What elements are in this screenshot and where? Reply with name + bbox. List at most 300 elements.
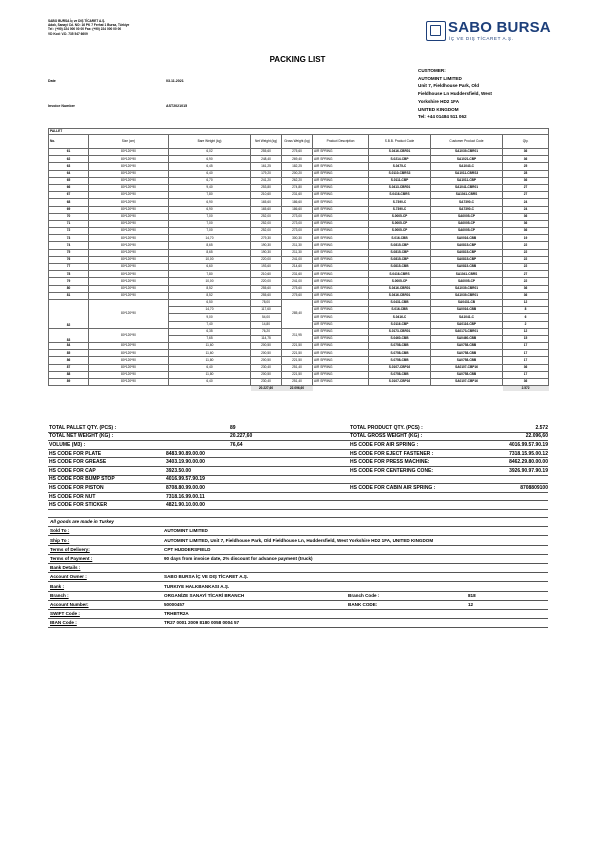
size-cell: 80*120*90 [89, 170, 169, 177]
customer-code-cell: SA0758-CBB [431, 343, 503, 350]
summary-label: HS CODE FOR BUMP STOP [49, 476, 115, 483]
table-row [49, 364, 549, 371]
summary-label: HS CODE FOR PLATE [49, 450, 102, 457]
summary-value: 7318.16.99.00.11 [166, 493, 205, 500]
summary-value: 8708809100 [520, 484, 548, 491]
summary-value: 76,64 [230, 441, 243, 448]
pallet-no: 82 [49, 299, 89, 328]
summary-value: 3403.19.90.00.00 [166, 459, 205, 466]
description-cell: AIR SPRING [313, 170, 369, 177]
description-cell: AIR SPRING [313, 184, 369, 191]
qty-cell: 12 [503, 299, 549, 306]
sbb-code-cell: S.0005-CP [369, 278, 431, 285]
info-row [48, 592, 548, 601]
size-cell: 80*120*90 [89, 220, 169, 227]
customer-code-cell: SA1041-CBRS [431, 271, 503, 278]
summary-value: 22.096,60 [525, 433, 548, 440]
pallet-no: 63 [49, 163, 89, 170]
sbb-code-cell: S.0416-CBRS [369, 271, 431, 278]
info-row [48, 536, 548, 545]
sbb-code-cell: S.0815-CBB [369, 264, 431, 271]
bare-weight-cell: 6,02 [169, 149, 251, 156]
sbb-code-cell: S.016-CBB [369, 235, 431, 242]
col-header: S.B.B. Product Code [369, 135, 431, 149]
qty-cell: 6 [503, 314, 549, 321]
customer-code-cell: SA0815-CBP [431, 256, 503, 263]
qty-cell: 15 [503, 335, 549, 342]
document-title: PACKING LIST [269, 55, 326, 64]
net-weight-cell: 190,30 [251, 249, 282, 256]
customer-code-cell: SA0815-CBP [431, 242, 503, 249]
pallet-no: 72 [49, 228, 89, 235]
bare-weight-cell: 6,70 [169, 177, 251, 184]
table-cell [49, 386, 89, 392]
net-weight-cell: 117,60 [251, 307, 282, 314]
gross-weight-cell: 186,60 [282, 206, 313, 213]
qty-cell: 36 [503, 220, 549, 227]
sbb-code-cell: S.0475-C [369, 163, 431, 170]
invoice-label: Invoice Number [48, 104, 75, 108]
bare-weight-cell: 6,90 [169, 199, 251, 206]
col-header: Qty. [503, 135, 549, 149]
summary-label: TOTAL PRODUCT QTY. (PCS) : [350, 424, 423, 431]
summary-block [48, 424, 548, 510]
sbb-code-cell: S.016-CBB [369, 307, 431, 314]
description-cell: AIR SPRING [313, 213, 369, 220]
size-cell: 80*120*90 [89, 177, 169, 184]
size-cell: 80*120*90 [89, 228, 169, 235]
customer-line: Yorkshire HD2 1FA [418, 98, 460, 104]
description-cell: AIR SPRING [313, 220, 369, 227]
description-cell: AIR SPRING [313, 271, 369, 278]
summary-value: 8483.90.89.00.00 [166, 450, 205, 457]
gross-weight-cell: 251,40 [282, 379, 313, 386]
bare-weight-cell: 7,80 [169, 271, 251, 278]
qty-cell: 17 [503, 371, 549, 378]
info-value: 50000457 [164, 601, 185, 607]
qty-cell: 17 [503, 357, 549, 364]
bare-weight-cell: 11,80 [169, 357, 251, 364]
pallet-no: 76 [49, 256, 89, 263]
table-row [49, 192, 549, 199]
qty-cell: 36 [503, 292, 549, 299]
summary-row [48, 493, 548, 502]
qty-cell: 22 [503, 264, 549, 271]
info-label: Account Owner : [50, 574, 87, 580]
info-label: Bank : [50, 583, 65, 589]
customer-code-cell: SA0016-CBB [431, 235, 503, 242]
info-row [48, 601, 548, 610]
table-body [49, 149, 549, 392]
gross-weight-cell: 186,60 [282, 199, 313, 206]
table-row [49, 170, 549, 177]
packing-table [48, 128, 549, 391]
bare-weight-cell: 7,80 [169, 192, 251, 199]
gross-weight-cell: 221,50 [282, 357, 313, 364]
pallet-no: 86 [49, 357, 89, 364]
net-weight-cell: 114,75 [251, 335, 282, 342]
company-phone: Tel : (+90) 224 000 00 00 Fax: (+90) 224 000 00 00 [48, 27, 122, 32]
net-weight-cell: 54,00 [251, 314, 282, 321]
customer-code-cell: SA0815-CBP [431, 249, 503, 256]
table-row [49, 285, 549, 292]
info-value: ORGANİZE SANAYİ TİCARİ BRANCH [164, 592, 245, 598]
description-cell: AIR SPRING [313, 264, 369, 271]
col-header: Gross Weight (kg) [282, 135, 313, 149]
pallet-no: 78 [49, 271, 89, 278]
logo-name: SABO BURSA [448, 19, 551, 36]
summary-row [48, 441, 548, 450]
description-cell: AIR SPRING [313, 242, 369, 249]
size-cell: 80*120*90 [89, 328, 169, 342]
bare-weight-cell: 6,40 [169, 379, 251, 386]
net-weight-cell: 165,60 [251, 199, 282, 206]
qty-cell: 36 [503, 156, 549, 163]
sbb-code-cell: S.0413-CBR01 [369, 184, 431, 191]
net-weight-cell: 252,00 [251, 213, 282, 220]
col-header: Size (cm) [89, 135, 169, 149]
sbb-code-cell: S.0005-CP [369, 220, 431, 227]
net-weight-cell: 255,60 [251, 285, 282, 292]
sbb-code-cell: S.0416-CBRS [369, 192, 431, 199]
sbb-code-cell: S.0815-CBP [369, 242, 431, 249]
customer-block [418, 67, 558, 121]
info-value: TRHBTR2A [164, 611, 189, 617]
net-weight-cell: 200,50 [251, 350, 282, 357]
table-row [49, 264, 549, 271]
pallet-no: 79 [49, 278, 89, 285]
size-cell: 80*120*90 [89, 206, 169, 213]
info-row [48, 555, 548, 564]
sbb-code-cell: S.0116-CBP [369, 321, 431, 328]
net-total: 20.227,60 [251, 386, 282, 392]
sbb-code-cell: S.0815-CBP [369, 249, 431, 256]
description-cell: AIR SPRING [313, 292, 369, 299]
sbb-code-cell: S.0173-CBR01 [369, 328, 431, 335]
pallet-no: 69 [49, 206, 89, 213]
net-weight-cell: 255,60 [251, 292, 282, 299]
summary-value: 8462.29.80.00.00 [509, 459, 548, 466]
info-label: Terms of Delivery: [50, 546, 90, 552]
net-weight-cell: 76,20 [251, 328, 282, 335]
table-row [49, 249, 549, 256]
summary-label: TOTAL NET WEIGHT (KG) : [49, 433, 114, 440]
size-cell: 80*120*90 [89, 350, 169, 357]
summary-row [48, 501, 548, 510]
qty-cell: 36 [503, 379, 549, 386]
table-row [49, 242, 549, 249]
info-value: 90 days from invoice date, 2% discount for advance payment (truck) [164, 556, 313, 562]
bare-weight-cell: 8,65 [169, 242, 251, 249]
customer-code-cell: SA0005-CP [431, 278, 503, 285]
summary-value: 89 [230, 424, 236, 431]
date-value: 03.11.2021 [166, 79, 184, 83]
description-cell: AIR SPRING [313, 364, 369, 371]
description-cell: AIR SPRING [313, 177, 369, 184]
size-cell: 80*120*90 [89, 213, 169, 220]
summary-label: HS CODE FOR CAP [49, 467, 96, 474]
pallet-no: 88 [49, 371, 89, 378]
pallet-no: 70 [49, 213, 89, 220]
bare-weight-cell: 10,00 [169, 278, 251, 285]
summary-value: 2.572 [535, 424, 548, 431]
size-cell: 80*120*90 [89, 249, 169, 256]
net-weight-cell: 220,00 [251, 256, 282, 263]
table-row [49, 235, 549, 242]
qty-cell: 27 [503, 184, 549, 191]
info-label: BANK CODE: [348, 601, 378, 607]
table-row [49, 213, 549, 220]
pallet-no: 62 [49, 156, 89, 163]
size-cell: 80*120*90 [89, 357, 169, 364]
description-cell: AIR SPRING [313, 228, 369, 235]
sbb-code-cell: S.0416-CBR01 [369, 285, 431, 292]
qty-cell: 24 [503, 206, 549, 213]
sbb-code-cell: S.0460-CBB [369, 335, 431, 342]
customer-line: Fieldhouse Ln Huddersfield, West [418, 91, 492, 97]
gross-weight-cell: 211,95 [282, 328, 313, 342]
gross-weight-cell: 285,40 [282, 299, 313, 328]
info-label: Bank Details : [50, 565, 81, 571]
bare-weight-cell: 9,00 [169, 314, 251, 321]
pallet-no: 85 [49, 350, 89, 357]
net-weight-cell: 230,40 [251, 364, 282, 371]
bare-weight-cell: 7,00 [169, 220, 251, 227]
info-row [48, 610, 548, 619]
bare-weight-cell: 11,60 [169, 343, 251, 350]
qty-cell: 36 [503, 364, 549, 371]
company-logo [426, 19, 551, 49]
summary-value: 3926.90.97.90.19 [509, 467, 548, 474]
info-label: SWIFT Code : [50, 611, 80, 617]
pallet-no: 73 [49, 235, 89, 242]
net-weight-cell: 179,20 [251, 170, 282, 177]
table-row [49, 350, 549, 357]
table-row [49, 343, 549, 350]
customer-code-cell: SA0173-CBR01 [431, 328, 503, 335]
col-header: Bare Weight (kg) [169, 135, 251, 149]
summary-label: HS CODE FOR STICKER [49, 502, 108, 509]
table-row [49, 149, 549, 156]
customer-code-cell: SA1011-CBRS3 [431, 170, 503, 177]
sbb-code-cell: S.0758-CBB [369, 343, 431, 350]
pallet-no: 66 [49, 184, 89, 191]
summary-value: 4016.99.57.90.19 [509, 441, 548, 448]
size-cell: 80*120*90 [89, 285, 169, 292]
info-row [48, 573, 548, 582]
bare-weight-cell: 6,50 [169, 299, 251, 306]
customer-code-cell: SA0005-CP [431, 213, 503, 220]
qty-cell: 36 [503, 228, 549, 235]
gross-weight-cell: 300,30 [282, 235, 313, 242]
customer-code-cell: SA1041-C [431, 314, 503, 321]
pallet-no: 75 [49, 249, 89, 256]
net-weight-cell: 252,00 [251, 228, 282, 235]
size-cell: 80*120*90 [89, 184, 169, 191]
qty-cell: 36 [503, 149, 549, 156]
customer-line: UNITED KINGDOM [418, 106, 459, 112]
bare-weight-cell: 6,40 [169, 364, 251, 371]
customer-code-cell: SA1041-CBRS [431, 192, 503, 199]
description-cell: AIR SPRING [313, 149, 369, 156]
customer-code-cell: SA0758-CBB [431, 371, 503, 378]
sbb-code-cell: S.0758-CBB [369, 350, 431, 357]
description-cell: AIR SPRING [313, 357, 369, 364]
summary-label: HS CODE FOR AIR SPRING : [350, 441, 419, 448]
description-cell: AIR SPRING [313, 307, 369, 314]
bare-weight-cell: 10,00 [169, 256, 251, 263]
info-value: TURKIYE HALKBANKASI A.Ş. [164, 583, 230, 589]
pallet-no: 89 [49, 379, 89, 386]
table-row [49, 357, 549, 364]
gross-weight-cell: 200,20 [282, 170, 313, 177]
col-header: Net Weight (kg) [251, 135, 282, 149]
size-cell: 80*120*90 [89, 299, 169, 328]
customer-line: Tel: +44 01484 511 062 [418, 114, 467, 120]
customer-heading: CUSTOMER: [418, 68, 446, 73]
company-address: Adalı, Sanayi Cd. NO: 16 PK 7 Ferhat 1 Bursa, Türkiye [48, 23, 130, 28]
net-weight-cell: 255,60 [251, 149, 282, 156]
size-cell: 80*120*90 [89, 379, 169, 386]
company-address-block [48, 19, 248, 36]
customer-code-cell: SA0016-CBB [431, 307, 503, 314]
summary-row [48, 433, 548, 442]
summary-label: HS CODE FOR EJECT FASTENER : [350, 450, 434, 457]
gross-weight-cell: 274,80 [282, 184, 313, 191]
bare-weight-cell: 7,00 [169, 213, 251, 220]
qty-cell: 24 [503, 199, 549, 206]
date-label: Date [48, 79, 56, 83]
qty-cell: 12 [503, 328, 549, 335]
shipping-info-block [48, 517, 548, 628]
size-cell: 80*120*90 [89, 235, 169, 242]
info-value: AUTOMINT LIMITED, Unit 7, Fieldhouse Park, Old Fieldhouse Ln, Huddersfield, West Yorkshire HD2 1FA, UNITED KINGDOM [164, 537, 434, 543]
net-weight-cell: 241,20 [251, 177, 282, 184]
info-label: Terms of Payment : [50, 556, 93, 562]
customer-code-cell: SA1043-C [431, 163, 503, 170]
customer-code-cell: SA1011-CBP [431, 177, 503, 184]
size-cell: 80*120*90 [89, 163, 169, 170]
customer-code-cell: SA0758-CBB [431, 350, 503, 357]
pallet-no: 81 [49, 292, 89, 299]
table-cell [431, 386, 503, 392]
customer-code-cell: SA0815-CBB [431, 264, 503, 271]
table-row [49, 199, 549, 206]
gross-weight-cell: 251,40 [282, 364, 313, 371]
summary-row [48, 467, 548, 476]
gross-weight-cell: 231,60 [282, 192, 313, 199]
description-cell: AIR SPRING [313, 256, 369, 263]
table-row [49, 228, 549, 235]
info-value: AUTOMINT LIMITED [164, 528, 208, 534]
col-header: Product Description [313, 135, 369, 149]
customer-code-cell: SA1021-CBP [431, 156, 503, 163]
sbb-code-cell: S.7390-C [369, 206, 431, 213]
col-header: Customer Product Code [431, 135, 503, 149]
qty-cell: 22 [503, 256, 549, 263]
table-cell [89, 386, 169, 392]
bare-weight-cell: 6,35 [169, 328, 251, 335]
customer-code-cell: SA0107-CBP16 [431, 364, 503, 371]
pallet-no: 74 [49, 242, 89, 249]
customer-line: Unit 7, Fieldhouse Park, Old [418, 83, 480, 89]
table-row [49, 206, 549, 213]
net-weight-cell: 165,60 [251, 206, 282, 213]
qty-total: 2.572 [503, 386, 549, 392]
net-weight-cell: 253,80 [251, 184, 282, 191]
bare-weight-cell: 8,52 [169, 292, 251, 299]
pallet-no: 71 [49, 220, 89, 227]
pallet-no: 67 [49, 192, 89, 199]
sbb-code-cell: S.0815-CBP [369, 256, 431, 263]
info-value: SABO BURSA İÇ VE DIŞ TİCARET A.Ş. [164, 574, 249, 580]
sbb-code-cell: S.0107-CBP16 [369, 364, 431, 371]
qty-cell: 36 [503, 213, 549, 220]
gross-weight-cell: 214,60 [282, 264, 313, 271]
table-row [49, 271, 549, 278]
gross-weight-cell: 231,60 [282, 271, 313, 278]
table-header-row [49, 135, 549, 149]
customer-code-cell: SA1039-CBR01 [431, 149, 503, 156]
info-row [48, 619, 548, 628]
pallet-no: 64 [49, 170, 89, 177]
customer-line: AUTOMINT LIMITED [418, 75, 462, 81]
gross-weight-cell: 241,00 [282, 256, 313, 263]
qty-cell: 36 [503, 285, 549, 292]
net-weight-cell: 200,50 [251, 343, 282, 350]
bare-weight-cell: 6,40 [169, 170, 251, 177]
bare-weight-cell: 6,90 [169, 206, 251, 213]
summary-label: HS CODE FOR CABIN AIR SPRING : [350, 484, 436, 491]
customer-code-cell: SA0758-CBB [431, 357, 503, 364]
customer-code-cell: SA7390-C [431, 206, 503, 213]
qty-cell: 36 [503, 177, 549, 184]
description-cell: AIR SPRING [313, 343, 369, 350]
info-row [48, 546, 548, 555]
net-weight-cell: 78,00 [251, 299, 282, 306]
summary-label: VOLUME (M3) : [49, 441, 86, 448]
info-row [48, 582, 548, 591]
logo-subtitle: İÇ VE DIŞ TİCARET A.Ş. [449, 36, 514, 41]
customer-code-cell: SA1039-CBR01 [431, 292, 503, 299]
size-cell: 80*120*90 [89, 364, 169, 371]
qty-cell: 27 [503, 271, 549, 278]
customer-code-cell: SA7390-C [431, 199, 503, 206]
description-cell: AIR SPRING [313, 350, 369, 357]
sbb-code-cell: S.0005-CP [369, 213, 431, 220]
qty-cell: 2 [503, 321, 549, 328]
totals-row [49, 386, 549, 392]
customer-code-cell: SA0431-CB [431, 299, 503, 306]
gross-weight-cell: 221,50 [282, 371, 313, 378]
qty-cell: 19 [503, 235, 549, 242]
gross-weight-cell: 182,25 [282, 163, 313, 170]
summary-label: HS CODE FOR GREASE [49, 459, 107, 466]
net-weight-cell: 230,40 [251, 379, 282, 386]
description-cell: AIR SPRING [313, 285, 369, 292]
table-row [49, 177, 549, 184]
qty-cell: 25 [503, 163, 549, 170]
gross-weight-cell: 262,20 [282, 177, 313, 184]
qty-cell: 8 [503, 307, 549, 314]
size-cell: 80*120*90 [89, 256, 169, 263]
description-cell: AIR SPRING [313, 314, 369, 321]
info-row [48, 527, 548, 536]
summary-label: HS CODE FOR CENTERING CONE: [350, 467, 434, 474]
pallet-no: 87 [49, 364, 89, 371]
bare-weight-cell: 6,60 [169, 264, 251, 271]
bare-weight-cell: 14,70 [169, 235, 251, 242]
